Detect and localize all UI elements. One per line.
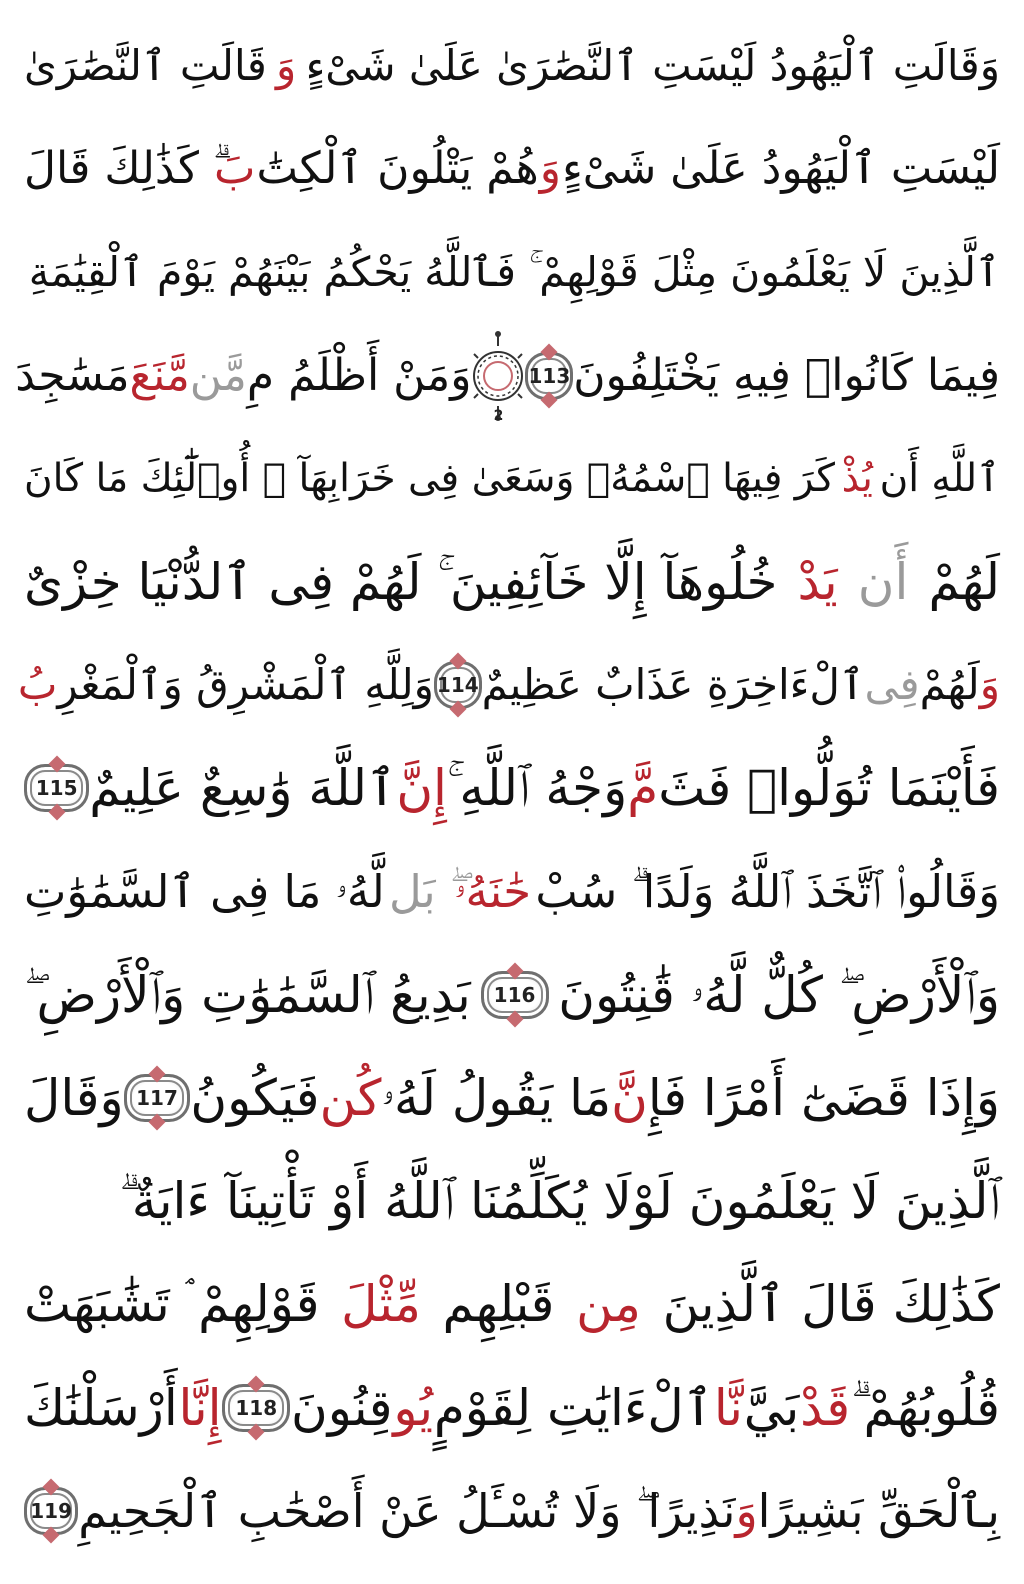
verse-text-segment: ۖ بَل: [389, 865, 450, 918]
verse-text-segment: بِٱلْحَقِّ بَشِيرًا: [757, 1484, 1000, 1538]
ayah-end-marker-icon: [434, 661, 482, 709]
mushaf-page: [15, 18, 1000, 1566]
verse-text-segment: مِّثْلَ: [341, 1275, 421, 1333]
ayah-number: 119: [30, 1499, 73, 1523]
verse-text-segment: فَأَيْنَمَا تُوَلُّوا۟ فَثَ: [658, 759, 1000, 817]
verse-text-segment: وَلِلَّهِ ٱلْمَشْرِقُ وَٱلْمَغْرِ: [57, 660, 434, 709]
verse-text-segment: نَّ: [611, 1069, 648, 1127]
verse-text-segment: هُمْ يَتْلُونَ ٱلْكِتَٰ: [256, 143, 539, 194]
verse-line: [24, 844, 1000, 940]
verse-text-segment: وَقَالُوا۟ ٱتَّخَذَ ٱللَّهُ وَلَدًا ۗ سُبْ: [535, 865, 1000, 918]
verse-text-segment: لَّهُۥ مَا فِى ٱلسَّمَٰوَٰتِ: [24, 865, 385, 918]
ayah-end-marker-icon: [525, 352, 573, 400]
verse-text-segment: مِن: [576, 1275, 641, 1333]
verse-text-segment: وَٱلْأَرْضِ ۖ كُلٌّ لَّهُۥ قَٰنِتُونَ: [558, 966, 1000, 1024]
verse-text-segment: مَا يَقُولُ لَهُۥ: [381, 1069, 612, 1127]
verse-text-segment: نَّا: [713, 1379, 743, 1437]
verse-line: [24, 1256, 1000, 1352]
ayah-end-marker-icon: [481, 971, 549, 1019]
verse-text-segment: وَ: [735, 1484, 758, 1538]
verse-text-segment: وَ: [979, 660, 1000, 709]
ayah-end-marker-icon: [222, 1384, 290, 1432]
verse-text-segment: وَ: [539, 143, 562, 194]
verse-line: [24, 1153, 1000, 1249]
verse-text-segment: مَّ: [627, 759, 659, 817]
verse-text-segment: قَبْلِهِم: [442, 1275, 555, 1333]
verse-line: [24, 224, 1000, 320]
verse-text-segment: ٱلَّذِينَ لَا يَعْلَمُونَ مِثْلَ قَوْلِهِمْ ۚ فَٱللَّهُ يَحْكُمُ بَيْنَهُمْ يَوْمَ ٱلْقِيَٰمَةِ: [28, 248, 1000, 296]
verse-text-segment: لَيْسَتِ ٱلْيَهُودُ عَلَىٰ شَىْءٍ: [562, 143, 1000, 194]
verse-text-segment: كُن: [319, 1069, 382, 1127]
verse-text-segment: قَوْلِهِمْ ۘ تَشَٰبَهَتْ: [24, 1275, 320, 1333]
verse-text-segment: ٱللَّهِ أَن: [879, 456, 1000, 501]
ayah-number: 113: [528, 364, 571, 388]
verse-text-segment: مَّن: [189, 350, 247, 401]
verse-text-segment: فَيَكُونُ: [190, 1069, 320, 1127]
verse-text-segment: بَدِيعُ ٱلسَّمَٰوَٰتِ وَٱلْأَرْضِ ۖ: [24, 966, 471, 1024]
ayah-end-marker-icon: [124, 1074, 191, 1122]
verse-text-segment: فِيمَا كَانُوا۟ فِيهِ يَخْتَلِفُونَ: [573, 350, 1000, 401]
verse-text-segment: ٱللَّهَ وَٰسِعٌ عَلِيمٌ: [89, 759, 397, 817]
verse-text-segment: كَذَٰلِكَ قَالَ ٱلَّذِينَ: [662, 1275, 1000, 1333]
verse-text-segment: وَ: [276, 41, 297, 90]
hizb-rub-marker-icon: [471, 328, 525, 424]
verse-text-segment: بُ: [17, 660, 58, 709]
verse-line: [24, 1463, 1000, 1559]
verse-text-segment: وَمَنْ أَظْلَمُ مِ: [246, 350, 472, 401]
ayah-number: 116: [493, 983, 536, 1007]
verse-line: [15, 328, 1000, 424]
verse-text-segment: ٱلَّذِينَ لَا يَعْلَمُونَ لَوْلَا يُكَلِّمُنَا ٱللَّهُ أَوْ تَأْتِينَآ ءَايَةٌ ۗ: [119, 1172, 1000, 1230]
ayah-number: 118: [235, 1396, 278, 1420]
verse-line: [24, 431, 1000, 527]
verse-text-segment: وَجْهُ ٱللَّهِ ۚ: [446, 759, 628, 817]
verse-text-segment: مَّنَعَ: [129, 350, 190, 401]
verse-text-segment: حَٰنَهُۥ: [454, 865, 532, 918]
verse-text-segment: قُلُوبُهُمْ ۗ: [850, 1379, 1000, 1437]
verse-text-segment: خُلُوهَآ إِلَّا خَآئِفِينَ ۚ لَهُمْ فِى ٱلدُّنْيَا خِزْىٌ: [24, 553, 778, 611]
verse-text-segment: كَرَ فِيهَا ٱسْمُهُۥ وَسَعَىٰ فِى خَرَابِهَآ ۚ أُو۟لَٰٓئِكَ مَا كَانَ: [24, 456, 835, 501]
ayah-number: 114: [436, 673, 479, 697]
verse-text-segment: إِنَّا: [178, 1379, 222, 1437]
verse-text-segment: وَإِذَا قَضَىٰٓ أَمْرًا فَإِ: [647, 1069, 1000, 1127]
verse-text-segment: لَهُمْ: [928, 553, 1000, 611]
verse-text-segment: يُذْ: [841, 456, 873, 501]
verse-line: [24, 947, 1000, 1043]
verse-text-segment: قِنُونَ: [291, 1379, 393, 1437]
ayah-number: 115: [35, 776, 78, 800]
verse-text-segment: نَذِيرًا ۖ وَلَا تُسْـَٔلُ عَنْ أَصْحَٰبِ ٱلْجَحِيمِ: [78, 1484, 736, 1538]
ayah-number: 117: [136, 1086, 178, 1110]
verse-text-segment: إِنَّ: [396, 759, 447, 817]
verse-text-segment: ٱلْءَاخِرَةِ عَذَابٌ عَظِيمٌ: [481, 660, 865, 709]
verse-text-segment: لَهُمْ: [919, 660, 980, 709]
verse-line: [24, 121, 1000, 217]
verse-text-segment: قَالَتِ ٱلنَّصَٰرَىٰ: [24, 41, 267, 90]
ayah-end-marker-icon: [24, 1487, 78, 1535]
ayah-end-marker-icon: [24, 764, 89, 812]
verse-text-segment: بَ: [213, 143, 256, 194]
verse-text-segment: وَقَالَتِ ٱلْيَهُودُ لَيْسَتِ ٱلنَّصَٰرَىٰ عَلَىٰ شَىْءٍ: [305, 41, 1000, 90]
verse-text-segment: وَقَالَ: [24, 1069, 124, 1127]
verse-text-segment: ٱلْءَايَٰتِ لِقَوْمٍ: [433, 1379, 714, 1437]
verse-text-segment: يُو: [393, 1379, 434, 1437]
verse-line: [24, 18, 1000, 114]
verse-text-segment: يَدْ: [797, 553, 838, 611]
verse-text-segment: قَدْ: [800, 1379, 851, 1437]
verse-text-segment: بَيَّ: [743, 1379, 800, 1437]
verse-line: [24, 534, 1000, 630]
verse-text-segment: ۗ كَذَٰلِكَ قَالَ: [24, 143, 213, 194]
verse-line: [24, 1360, 1000, 1456]
verse-line: [24, 1050, 1000, 1146]
hizb-number: 2: [493, 408, 504, 424]
verse-text-segment: أَن: [857, 553, 909, 611]
verse-line: [24, 740, 1000, 836]
verse-text-segment: فِى: [864, 660, 920, 709]
verse-line: [17, 637, 1000, 733]
verse-text-segment: أَرْسَلْنَٰكَ: [24, 1379, 178, 1437]
verse-text-segment: مَسَٰجِدَ: [15, 350, 130, 401]
